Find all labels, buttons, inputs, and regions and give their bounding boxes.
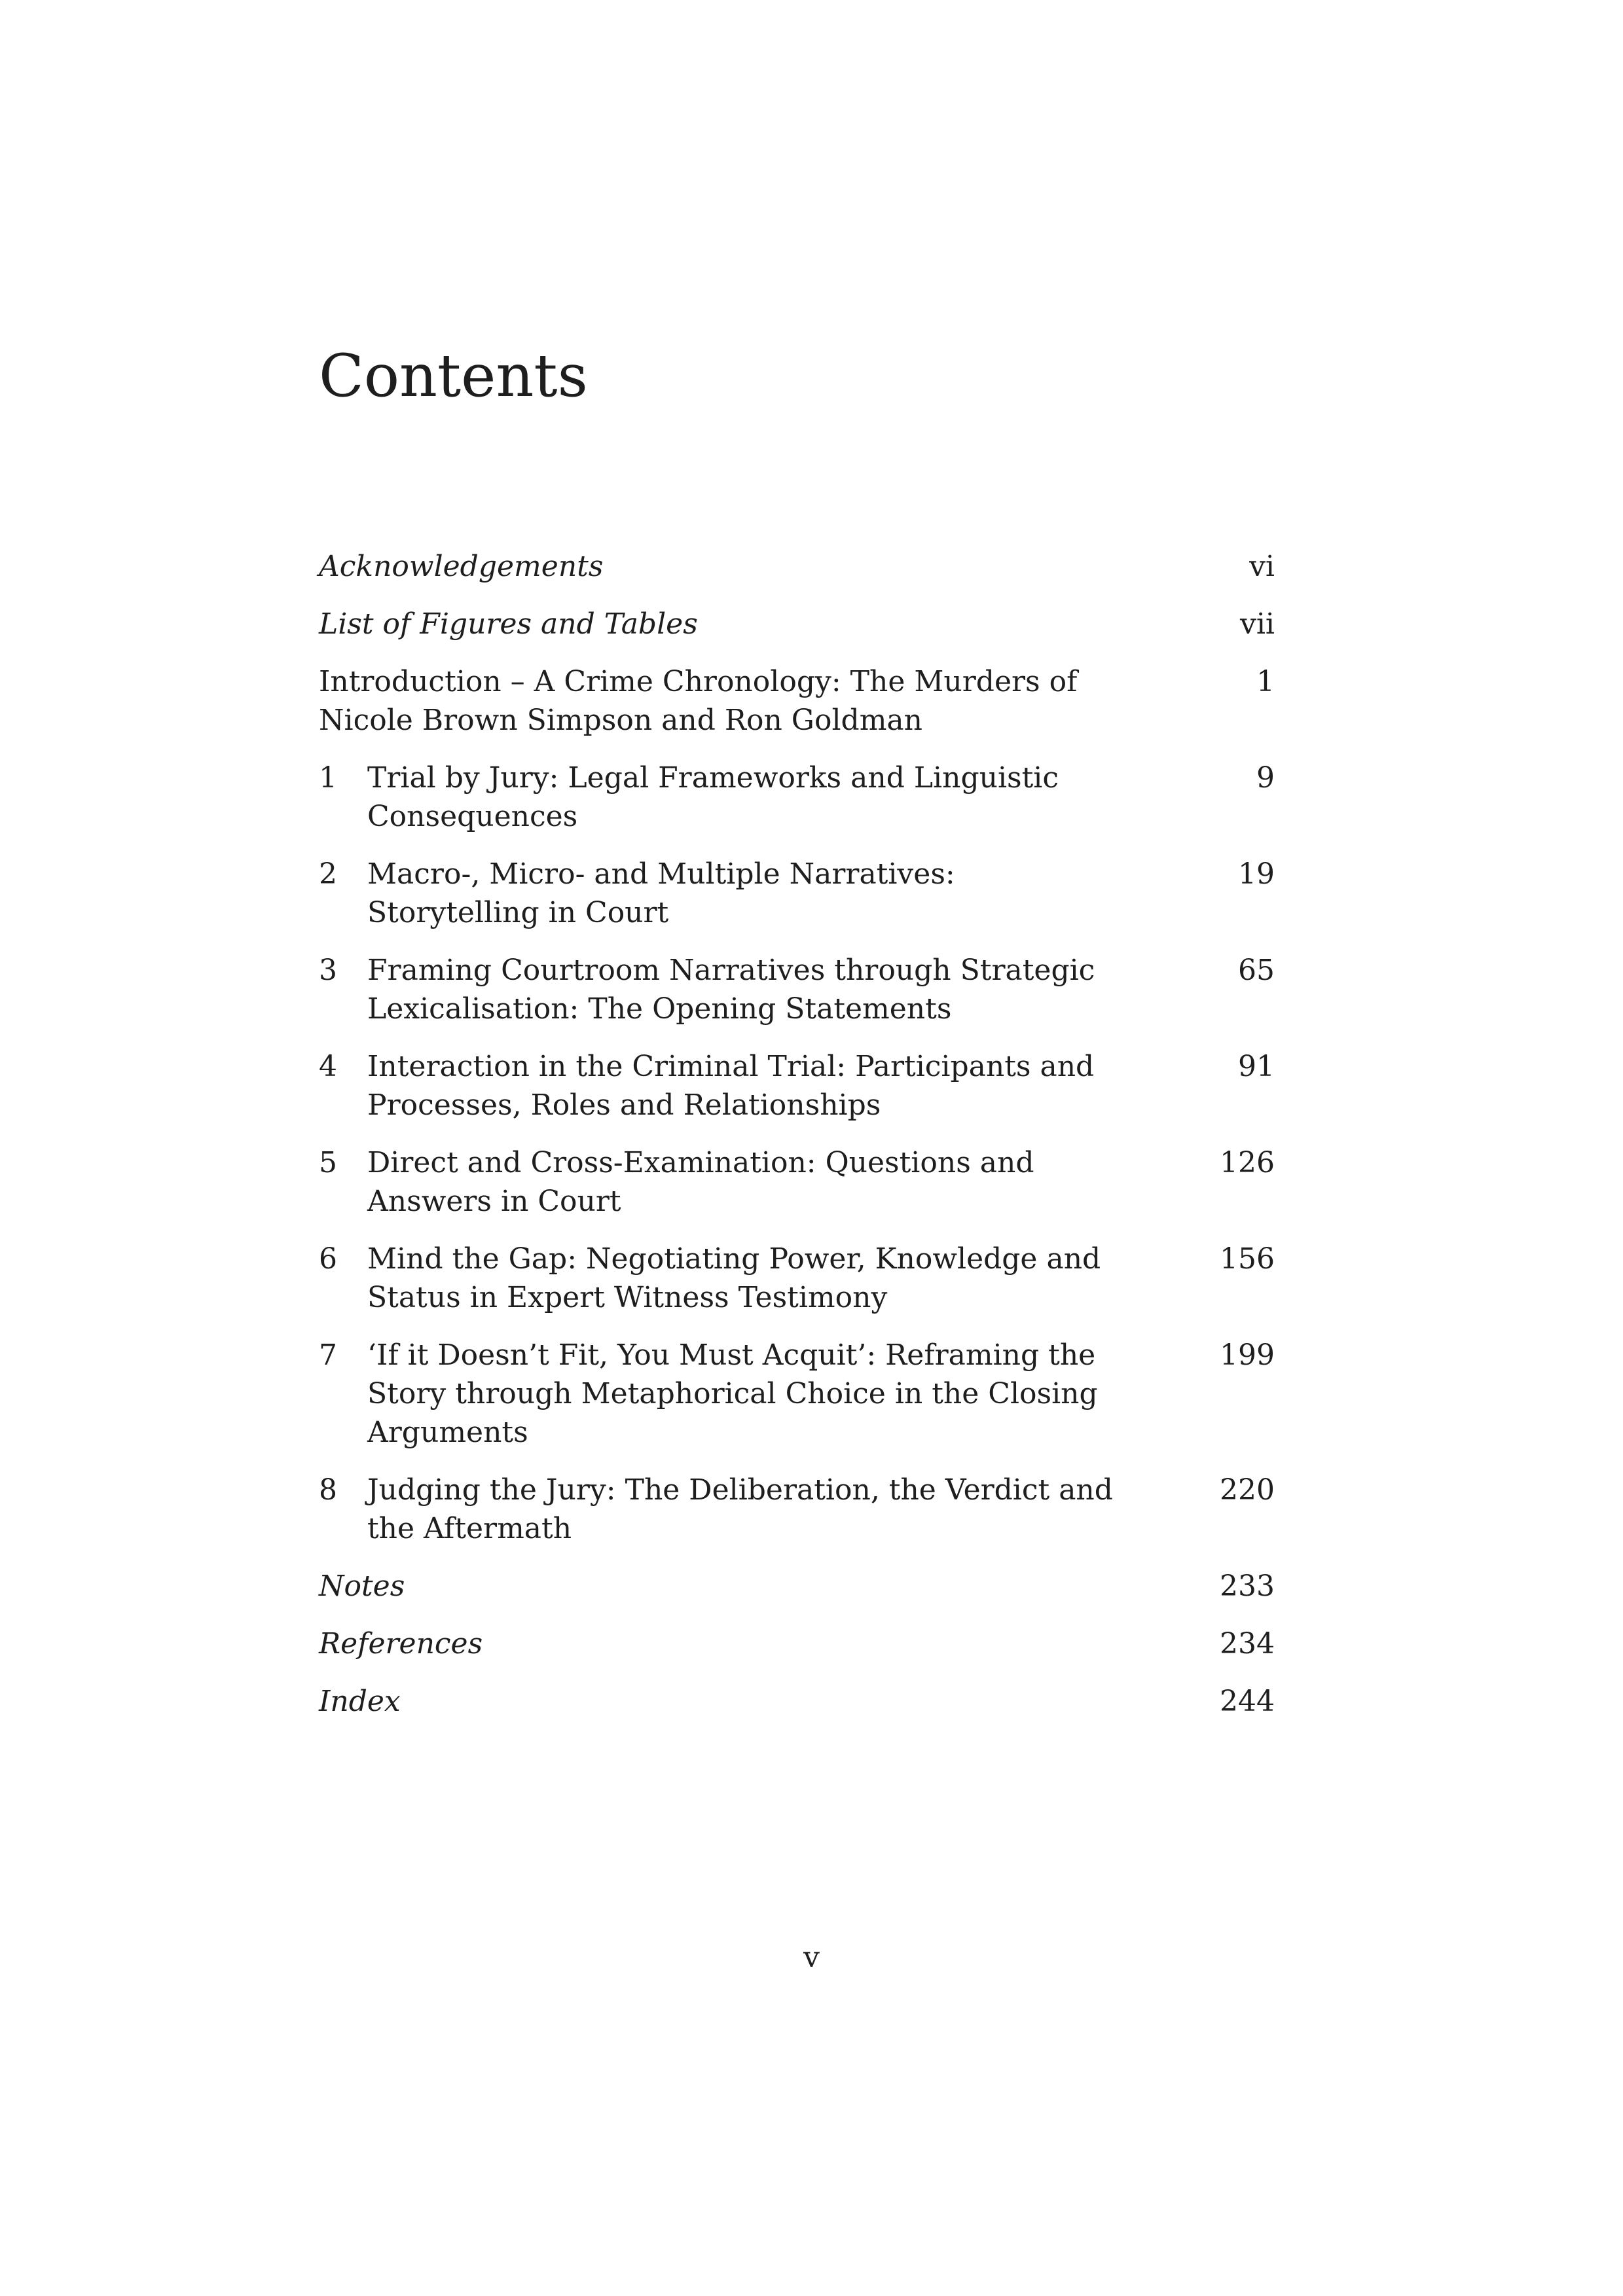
chapter-title: Direct and Cross-Examination: Questions and Answers in Court	[367, 1146, 1034, 1218]
toc-entry-references[interactable]	[319, 1624, 1275, 1663]
toc-entry-chapter-4[interactable]	[319, 1047, 1275, 1124]
chapter-title: ‘If it Doesn’t Fit, You Must Acquit’: Reframing the Story through Metaphorical Choice in the Closing Arguments	[367, 1338, 1098, 1449]
toc-entry-chapter-6[interactable]	[319, 1240, 1275, 1317]
toc-entry-label: Introduction – A Crime Chronology: The Murders of Nicole Brown Simpson and Ron Goldman	[319, 665, 1078, 737]
chapter-title: Mind the Gap: Negotiating Power, Knowledge and Status in Expert Witness Testimony	[367, 1242, 1101, 1314]
chapter-title: Interaction in the Criminal Trial: Participants and Processes, Roles and Relationships	[367, 1050, 1095, 1122]
chapter-number: 8	[319, 1473, 337, 1507]
toc-entry-chapter-8[interactable]	[319, 1471, 1275, 1548]
toc-entry-chapter-7[interactable]	[319, 1336, 1275, 1452]
toc-entry-label: Acknowledgements	[319, 550, 604, 583]
toc-entry-chapter-5[interactable]	[319, 1143, 1275, 1221]
chapter-title: Macro-, Micro- and Multiple Narratives: Storytelling in Court	[367, 857, 955, 929]
toc-entry-page: 65	[1238, 954, 1275, 987]
toc-entry-page: 199	[1220, 1338, 1275, 1372]
toc-entry-label: Notes	[319, 1570, 405, 1603]
toc-entry-chapter-2[interactable]	[319, 855, 1275, 932]
toc-entry-chapter-1[interactable]	[319, 759, 1275, 836]
toc-entry-chapter-3[interactable]	[319, 951, 1275, 1028]
toc-entry-page: 9	[1256, 761, 1275, 795]
toc-entry-page: 233	[1220, 1570, 1275, 1603]
toc-entry-label: Index	[319, 1685, 401, 1718]
toc-entry-page: 220	[1220, 1473, 1275, 1507]
toc-entry-list-of-figures[interactable]	[319, 605, 1275, 643]
toc-entry-page: vii	[1239, 607, 1275, 641]
chapter-title: Framing Courtroom Narratives through Strategic Lexicalisation: The Opening Statements	[367, 954, 1095, 1026]
chapter-title: Judging the Jury: The Deliberation, the Verdict and the Aftermath	[367, 1473, 1113, 1545]
chapter-title: Trial by Jury: Legal Frameworks and Linguistic Consequences	[367, 761, 1059, 833]
page-title: Contents	[319, 342, 588, 410]
toc-entry-acknowledgements[interactable]	[319, 547, 1275, 586]
toc-entry-page: 126	[1220, 1146, 1275, 1179]
toc-entry-page: 1	[1256, 665, 1275, 698]
chapter-number: 4	[319, 1050, 337, 1083]
toc-entry-label: References	[319, 1627, 483, 1660]
toc-entry-page: 244	[1220, 1685, 1275, 1718]
chapter-number: 1	[319, 761, 337, 795]
toc-entry-index[interactable]	[319, 1682, 1275, 1721]
toc-entry-label: List of Figures and Tables	[319, 607, 698, 641]
toc-entry-page: 156	[1220, 1242, 1275, 1276]
page-number-folio: v	[803, 1941, 820, 1974]
toc-entry-page: vi	[1249, 550, 1275, 583]
chapter-number: 3	[319, 954, 337, 987]
chapter-number: 6	[319, 1242, 337, 1276]
table-of-contents	[319, 547, 1275, 1740]
toc-entry-page: 234	[1220, 1627, 1275, 1660]
toc-entry-page: 19	[1238, 857, 1275, 891]
toc-entry-introduction[interactable]	[319, 662, 1275, 740]
chapter-number: 7	[319, 1338, 337, 1372]
toc-entry-page: 91	[1238, 1050, 1275, 1083]
chapter-number: 5	[319, 1146, 337, 1179]
chapter-number: 2	[319, 857, 337, 891]
toc-entry-notes[interactable]	[319, 1567, 1275, 1605]
